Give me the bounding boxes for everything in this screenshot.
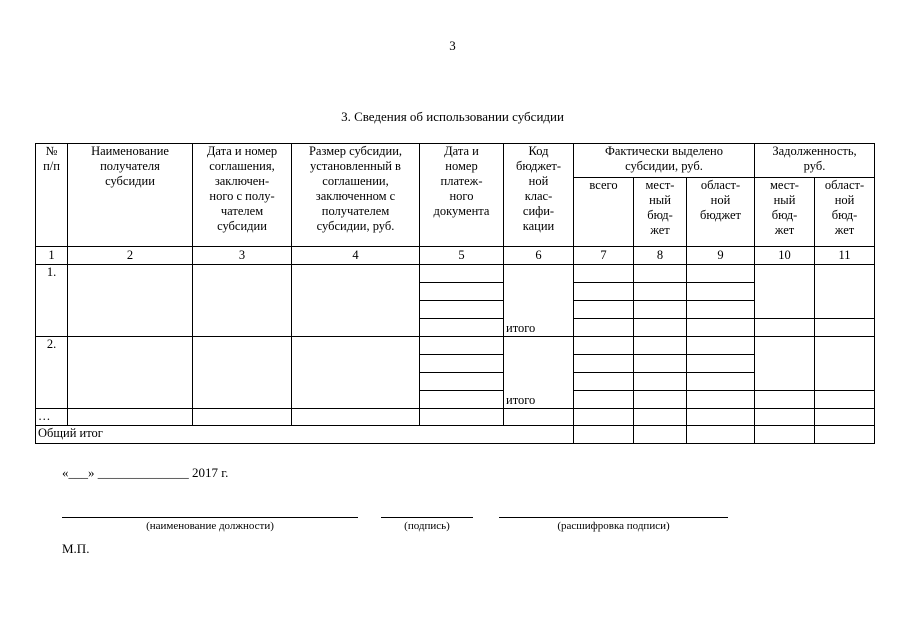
header-local-debt: мест- ный бюд- жет: [755, 178, 815, 247]
cell-local: [634, 283, 687, 301]
cell-payment-doc: [420, 319, 504, 337]
cell-debt-local: [755, 426, 815, 444]
cell-agreement: [193, 337, 292, 409]
cell-regional: [687, 301, 755, 319]
page-number: 3: [449, 38, 456, 53]
cell-debt-regional: [815, 426, 875, 444]
column-number: 1: [36, 247, 68, 265]
position-signature-line: [62, 517, 358, 518]
row-number: 1.: [36, 265, 68, 337]
cell-debt-regional: [815, 265, 875, 319]
header-recipient: Наименование получателя субсидии: [68, 144, 193, 247]
header-local-actual: мест- ный бюд- жет: [634, 178, 687, 247]
cell-budget-code: [504, 337, 574, 391]
decode-caption: (расшифровка подписи): [557, 520, 670, 532]
header-budget-code: Код бюджет- ной клас- сифи- кации: [504, 144, 574, 247]
cell-payment-doc: [420, 265, 504, 283]
column-number: 8: [634, 247, 687, 265]
cell-debt-local: [755, 265, 815, 319]
cell-debt-regional: [815, 337, 875, 391]
cell-debt-local: [755, 337, 815, 391]
header-total: всего: [574, 178, 634, 247]
column-number: 10: [755, 247, 815, 265]
subsidy-table: [35, 143, 875, 444]
cell-total: [574, 373, 634, 391]
cell-debt-local: [755, 391, 815, 409]
cell-regional: [687, 355, 755, 373]
cell-recipient: [68, 265, 193, 337]
cell-total: [574, 355, 634, 373]
column-number: 6: [504, 247, 574, 265]
cell-agreement: [193, 265, 292, 337]
grand-total-row: [36, 426, 875, 444]
column-number: 9: [687, 247, 755, 265]
header-number: № п/п: [36, 144, 68, 247]
table-row: [36, 337, 875, 355]
cell-total: [574, 337, 634, 355]
cell-total: [574, 301, 634, 319]
header-group-actual: Фактически выделено субсидии, руб.: [574, 144, 755, 178]
column-number: 5: [420, 247, 504, 265]
signature-caption: (подпись): [404, 520, 450, 532]
table-row: [36, 409, 875, 426]
cell-regional: [687, 283, 755, 301]
date-line: «___» ______________ 2017 г.: [62, 465, 229, 480]
row-ellipsis: …: [36, 409, 68, 426]
header-agreement: Дата и номер соглашения, заключен- ного с полу- чателем субсидии: [193, 144, 292, 247]
cell-budget-code: [504, 265, 574, 319]
cell-payment-doc: [420, 337, 504, 355]
stamp-placeholder: М.П.: [62, 541, 90, 556]
column-number: 7: [574, 247, 634, 265]
cell-regional: [687, 319, 755, 337]
section-title: 3. Сведения об использовании субсидии: [341, 109, 564, 124]
column-numbers-row: [36, 247, 875, 265]
column-number: 4: [292, 247, 420, 265]
cell-local: [634, 319, 687, 337]
subtotal-label: итого: [504, 319, 574, 337]
cell-local: [634, 301, 687, 319]
column-number: 11: [815, 247, 875, 265]
cell-debt-local: [755, 319, 815, 337]
row-number: 2.: [36, 337, 68, 409]
cell-regional: [687, 337, 755, 355]
column-number: 2: [68, 247, 193, 265]
header-regional-actual: област- ной бюджет: [687, 178, 755, 247]
cell-debt-regional: [815, 391, 875, 409]
table-row: [36, 265, 875, 283]
header-regional-debt: област- ной бюд- жет: [815, 178, 875, 247]
cell-total: [574, 426, 634, 444]
cell-total: [574, 283, 634, 301]
header-payment-doc: Дата и номер платеж- ного документа: [420, 144, 504, 247]
column-number: 3: [193, 247, 292, 265]
cell-local: [634, 355, 687, 373]
cell-local: [634, 337, 687, 355]
cell-regional: [687, 265, 755, 283]
position-caption: (наименование должности): [146, 520, 274, 532]
grand-total-label: Общий итог: [36, 426, 574, 444]
header-subsidy-size: Размер субсидии, установленный в соглашении, заключенном с получателем субсидии, руб.: [292, 144, 420, 247]
cell-total: [574, 265, 634, 283]
cell-local: [634, 426, 687, 444]
decode-signature-line: [499, 517, 728, 518]
cell-payment-doc: [420, 391, 504, 409]
header-group-debt: Задолженность, руб.: [755, 144, 875, 178]
cell-regional: [687, 373, 755, 391]
subtotal-label: итого: [504, 391, 574, 409]
cell-debt-regional: [815, 319, 875, 337]
cell-payment-doc: [420, 355, 504, 373]
cell-subsidy-size: [292, 265, 420, 337]
cell-local: [634, 373, 687, 391]
cell-regional: [687, 391, 755, 409]
cell-total: [574, 391, 634, 409]
cell-local: [634, 391, 687, 409]
cell-subsidy-size: [292, 337, 420, 409]
cell-total: [574, 319, 634, 337]
cell-local: [634, 265, 687, 283]
signature-line: [381, 517, 473, 518]
cell-regional: [687, 426, 755, 444]
cell-recipient: [68, 337, 193, 409]
cell-payment-doc: [420, 283, 504, 301]
cell-payment-doc: [420, 373, 504, 391]
cell-payment-doc: [420, 301, 504, 319]
